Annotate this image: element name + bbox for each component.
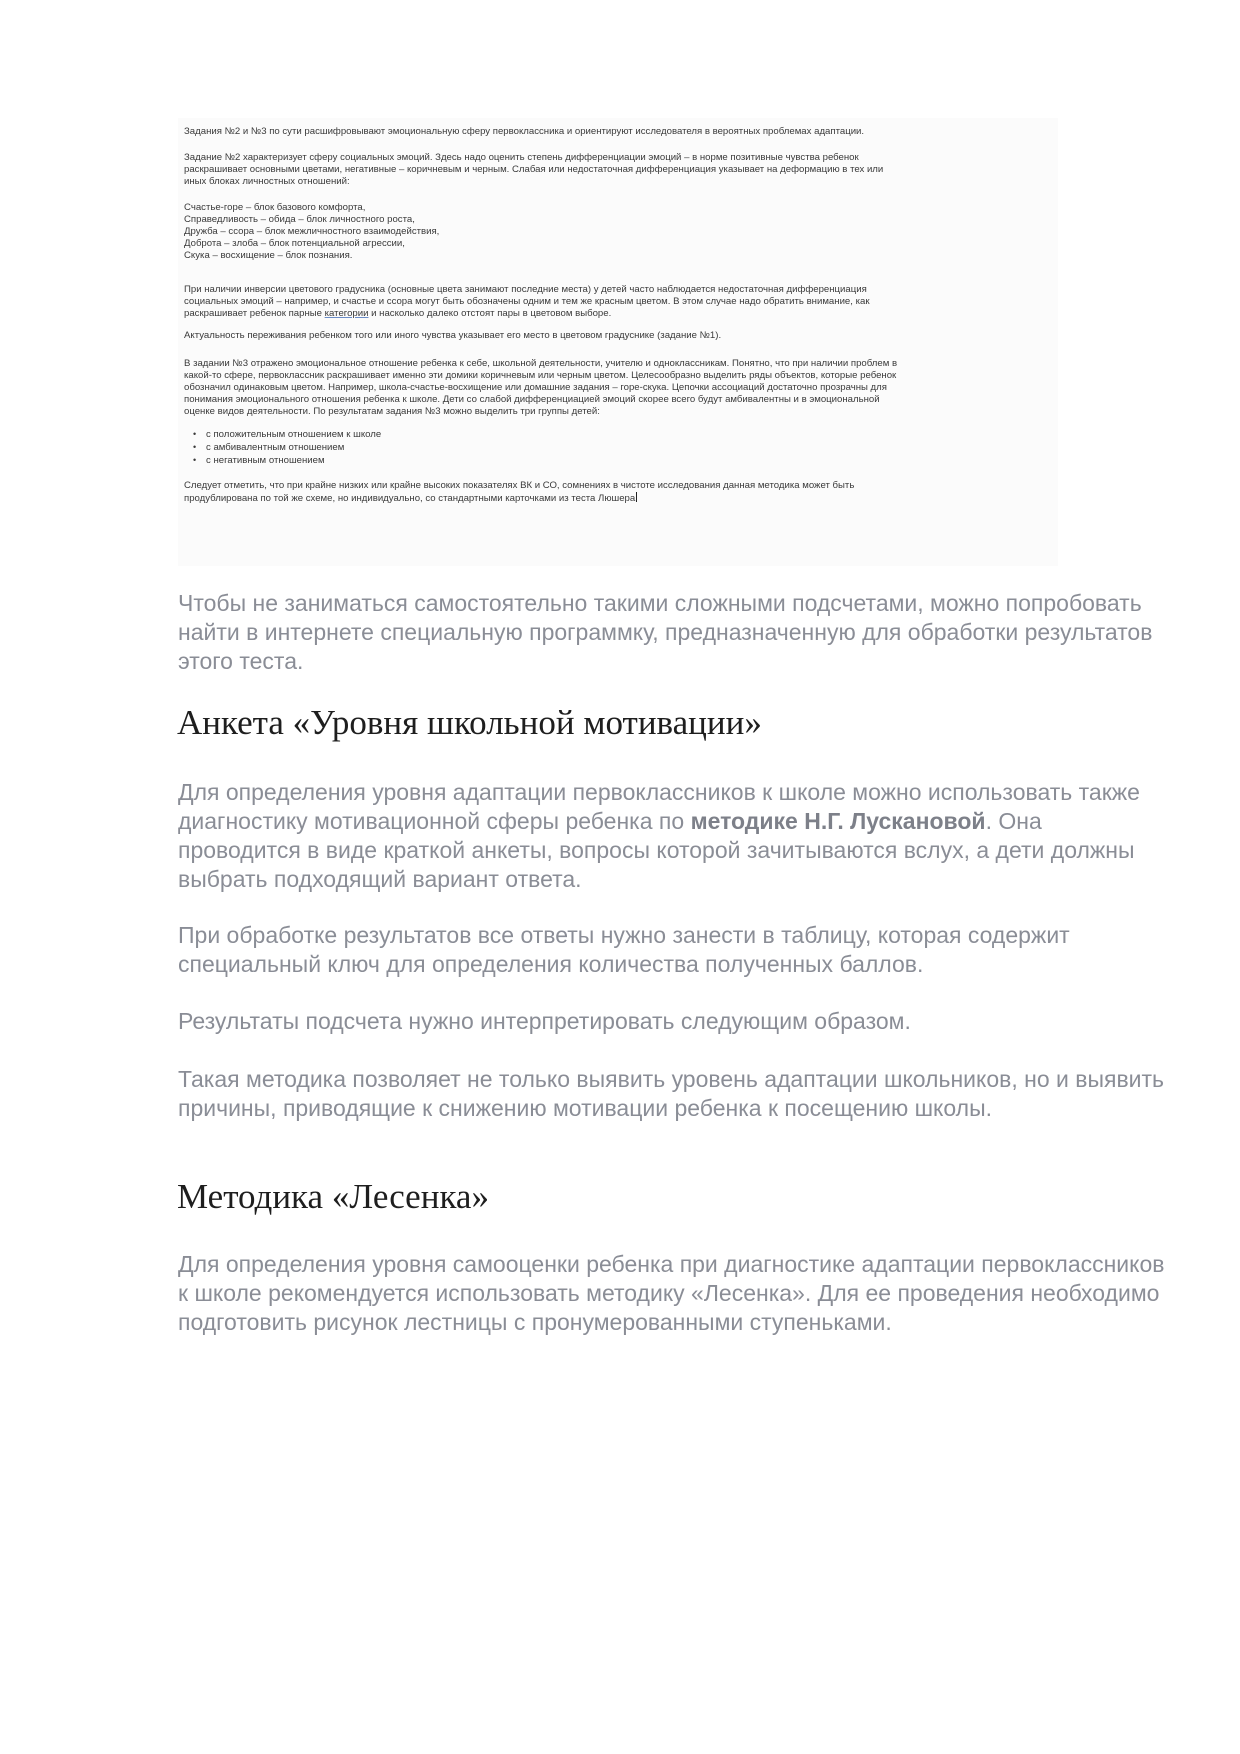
paragraph-program: Чтобы не заниматься самостоятельно такими сложными подсчетами, можно попробовать найти в интернете специальную программку, предназначенную для обработки результатов этого теста. xyxy=(178,590,1153,674)
scan-line: Задания №2 и №3 по сути расшифровывают эмоциональную сферу первоклассника и ориентируют исследователя в вероятных проблемах адаптации. xyxy=(184,126,865,137)
scan-paragraph xyxy=(184,330,1050,342)
paragraph-interpretation: Результаты подсчета нужно интерпретировать следующим образом. xyxy=(178,1008,911,1034)
scan-line: Задание №2 характеризует сферу социальных эмоций. Здесь надо оценить степень дифференциации эмоций – в норме позитивные чувства ребенок xyxy=(184,152,859,163)
scan-text: продублирована по той же схеме, но индивидуально, со стандартными карточками из теста Люшера xyxy=(184,493,636,504)
scan-line: Счастье-горе – блок базового комфорта, xyxy=(184,202,366,213)
scan-text: раскрашивает ребенок парные xyxy=(184,308,325,319)
scan-pairs-list xyxy=(184,202,1050,262)
text-span: . Она проводится в виде краткой анкеты, вопросы которой зачитываются вслух, а дети должны выбрать подходящий вариант ответа. xyxy=(178,808,1135,892)
heading-motivation: Анкета «Уровня школьной мотивации» xyxy=(177,703,762,742)
heading-ladder: Методика «Лесенка» xyxy=(177,1177,489,1216)
scan-line: раскрашивает основными цветами, негативные – коричневым и черным. Слабая или недостаточная дифференциация указывает на деформацию в тех или xyxy=(184,164,884,175)
embedded-screenshot xyxy=(178,118,1058,566)
scan-line: оценке видов деятельности. По результатам задания №3 можно выделить три группы детей: xyxy=(184,406,600,417)
scan-paragraph xyxy=(184,152,1050,188)
scan-line: Актуальность переживания ребенком того или иного чувства указывает его место в цветовом градуснике (задание №1). xyxy=(184,330,722,341)
paragraph-ladder: Для определения уровня самооценки ребенка при диагностике адаптации первоклассников к школе рекомендуется использовать методику «Лесенка». Для ее проведения необходимо подготовить рисунок лестницы с пронумерованными ступеньками. xyxy=(178,1251,1165,1335)
text-cursor xyxy=(636,492,637,502)
scan-paragraph xyxy=(184,126,1050,138)
scan-paragraph xyxy=(184,284,1050,320)
scan-line: При наличии инверсии цветового градусника (основные цвета занимают последние места) у детей часто наблюдается недостаточная дифференциация xyxy=(184,284,867,295)
scan-line: Доброта – злоба – блок потенциальной агрессии, xyxy=(184,238,405,249)
scan-list-item: • с амбивалентным отношением xyxy=(184,441,1050,454)
scan-list-item: • с положительным отношением к школе xyxy=(184,428,1050,441)
scan-paragraph xyxy=(184,480,1050,505)
scan-text: и насколько далеко отстоят пары в цветовом выборе. xyxy=(368,308,612,319)
scan-line: В задании №3 отражено эмоциональное отношение ребенка к себе, школьной деятельности, учителю и одноклассникам. Понятно, что при наличии проблем в xyxy=(184,358,898,369)
scan-paragraph xyxy=(184,358,1050,418)
scan-line: иных блоках личностных отношений: xyxy=(184,176,350,187)
paragraph-motivation-intro xyxy=(178,778,1168,894)
scan-line: Дружба – ссора – блок межличностного взаимодействия, xyxy=(184,226,440,237)
scan-underlined-word: категории xyxy=(324,308,369,319)
scan-line: понимания эмоционального отношения ребенка к школе. Дети со слабой дифференциацией эмоций скорее всего будут амбивалентны и в эмоциональной xyxy=(184,394,880,405)
text-span: Для определения уровня адаптации первоклассников к школе можно использовать также диагностику мотивационной сферы ребенка по xyxy=(178,779,1140,834)
scan-line: Следует отметить, что при крайне низких или крайне высоких показателях ВК и СО, сомнениях в чистоте исследования данная методика может быть xyxy=(184,480,855,491)
scan-list-item: • с негативным отношением xyxy=(184,454,1050,467)
scan-line xyxy=(184,492,1050,505)
scan-line: какой-то сфере, первоклассник раскрашивает именно эти домики коричневым или черным цветом. Целесообразно выделить ряды объектов, которые ребенок xyxy=(184,370,897,381)
paragraph-processing: При обработке результатов все ответы нужно занести в таблицу, которая содержит специальный ключ для определения количества полученных баллов. xyxy=(178,922,1070,977)
scan-line: Справедливость – обида – блок личностного роста, xyxy=(184,214,415,225)
scan-line xyxy=(184,308,1050,320)
scan-line: Скука – восхищение – блок познания. xyxy=(184,250,353,261)
scan-line: обозначил одинаковым цветом. Например, школа-счастье-восхищение или домашние задания – горе-скука. Цепочки ассоциаций достаточно прозрачны для xyxy=(184,382,887,393)
scan-bullet-list xyxy=(184,428,1050,467)
scan-line: социальных эмоций – например, и счастье и ссора могут быть обозначены одним и тем же красным цветом. В этом случае надо обратить внимание, как xyxy=(184,296,870,307)
bold-method-name: методике Н.Г. Лускановой xyxy=(690,808,986,834)
paragraph-method-benefit: Такая методика позволяет не только выявить уровень адаптации школьников, но и выявить причины, приводящие к снижению мотивации ребенка к посещению школы. xyxy=(178,1066,1165,1121)
